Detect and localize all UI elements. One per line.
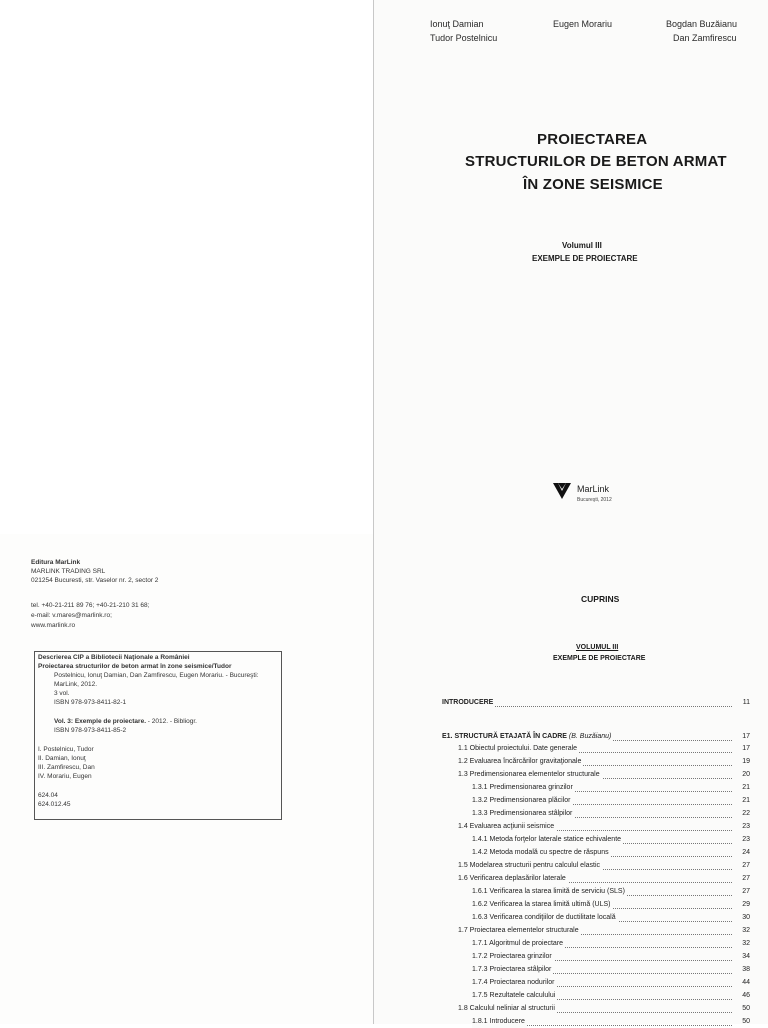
toc-entry: [0, 795, 768, 807]
toc-entry-page: 22: [742, 810, 750, 817]
toc-entry-title: 1.8 Calculul neliniar al structurii: [458, 1005, 555, 1012]
toc-entry: [0, 964, 768, 976]
publisher-email: e-mail: v.mares@marlink.ro;: [31, 612, 112, 619]
cip-line: 3 vol.: [54, 690, 70, 697]
toc-entry: [0, 860, 768, 872]
toc-entry-label: [472, 964, 553, 976]
toc-entry-label: [472, 899, 613, 911]
toc-entry-page: 20: [742, 771, 750, 778]
toc-entry-label: [458, 769, 602, 781]
toc-entry: [0, 821, 768, 833]
toc-entry-label: [442, 731, 613, 743]
toc-entry: [0, 886, 768, 898]
book-title-line-2: STRUCTURILOR DE BETON ARMAT: [465, 153, 727, 170]
author-left-2: Tudor Postelnicu: [430, 33, 498, 43]
toc-entry-label: [458, 925, 581, 937]
toc-entry-page: 46: [742, 992, 750, 999]
toc-entry-title: 1.6.2 Verificarea la starea limită ultimă (ULS): [472, 901, 611, 908]
toc-entry-title: 1.4.2 Metoda modală cu spectre de răspuns: [472, 849, 609, 856]
toc-entry: [0, 990, 768, 1002]
toc-entry: [0, 756, 768, 768]
toc-entry: [0, 743, 768, 755]
cip-author: III. Zamfirescu, Dan: [38, 764, 95, 771]
toc-entry-label: [472, 1016, 527, 1028]
toc-entry-title: 1.4 Evaluarea acţiunii seismice: [458, 823, 555, 830]
toc-entry-title: 1.6.1 Verificarea la starea limită de serviciu (SLS): [472, 888, 625, 895]
toc-entry-page: 17: [742, 745, 750, 752]
toc-entry-label: [472, 990, 557, 1002]
toc-entry-page: 11: [742, 699, 750, 706]
author-right-2: Dan Zamfirescu: [673, 33, 737, 43]
cip-vol3-title: Vol. 3: Exemple de proiectare.: [54, 718, 146, 725]
toc-entry-title: 1.2 Evaluarea încărcărilor gravitaţionale: [458, 758, 582, 765]
toc-entry: [0, 697, 768, 709]
toc-entry-title: 1.7.3 Proiectarea stâlpilor: [472, 966, 552, 973]
toc-entry-page: 32: [742, 927, 750, 934]
toc-entry-title: 1.7.2 Proiectarea grinzilor: [472, 953, 552, 960]
toc-entry-page: 50: [742, 1005, 750, 1012]
toc-entry: [0, 1003, 768, 1015]
toc-entry-author: (B. Buzăianu): [566, 733, 612, 740]
author-right-1: Bogdan Buzăianu: [666, 19, 738, 29]
cip-author: I. Postelnicu, Tudor: [38, 746, 94, 753]
toc-entry-label: [458, 756, 583, 768]
toc-entry-title: 1.8.1 Introducere: [472, 1018, 525, 1025]
toc-entry-title: 1.7.1 Algoritmul de proiectare: [472, 940, 564, 947]
toc-entry-page: 23: [742, 823, 750, 830]
toc-entry: [0, 899, 768, 911]
toc-entry: [0, 977, 768, 989]
marlink-logo-icon: [553, 483, 571, 499]
toc-entry: [0, 834, 768, 846]
toc-entry-label: [472, 782, 575, 794]
toc-entry-label: [472, 977, 557, 989]
toc-entry-label: [472, 886, 627, 898]
publisher-address: 021254 Bucuresti, str. Vaselor nr. 2, sector 2: [31, 577, 159, 584]
toc-entry: [0, 938, 768, 950]
author-center-1: Eugen Morariu: [553, 19, 613, 29]
toc-entry-page: 21: [742, 797, 750, 804]
title-page: [374, 0, 768, 534]
publisher-phone: tel. +40-21-211 89 76; +40-21-210 31 68;: [31, 602, 150, 609]
toc-entry-page: 24: [742, 849, 750, 856]
toc-entry: [0, 951, 768, 963]
toc-volume: VOLUMUL III: [576, 644, 619, 651]
toc-entry: [0, 808, 768, 820]
book-title-line-3: ÎN ZONE SEISMICE: [523, 176, 663, 193]
toc-entry-page: 27: [742, 888, 750, 895]
toc-entry-title: 1.6 Verificarea deplasărilor laterale: [458, 875, 566, 882]
author-left-1: Ionuţ Damian: [430, 19, 484, 29]
toc-entry: [0, 925, 768, 937]
toc-entry-title: 1.7 Proiectarea elementelor structurale: [458, 927, 579, 934]
toc-entry: [0, 873, 768, 885]
toc-entry-page: 34: [742, 953, 750, 960]
toc-subtitle: EXEMPLE DE PROIECTARE: [553, 655, 646, 662]
toc-entry-page: 30: [742, 914, 750, 921]
toc-entry-title: E1. STRUCTURĂ ETAJATĂ ÎN CADRE: [442, 733, 567, 740]
toc-entry: [0, 1016, 768, 1028]
toc-entry-title: INTRODUCERE: [442, 699, 494, 706]
toc-entry-label: [458, 821, 556, 833]
toc-entry-label: [458, 873, 568, 885]
cip-heading: Descrierea CIP a Bibliotecii Naţionale a României: [38, 654, 190, 661]
toc-entry-label: [458, 1003, 557, 1015]
toc-entry-page: 19: [742, 758, 750, 765]
book-title-line-1: PROIECTAREA: [537, 131, 648, 148]
toc-entry-page: 17: [742, 733, 750, 740]
toc-entry: [0, 847, 768, 859]
toc-entry: [0, 912, 768, 924]
toc-entry-title: 1.7.5 Rezultatele calculului: [472, 992, 556, 999]
toc-entry-title: 1.5 Modelarea structurii pentru calculul elastic: [458, 862, 601, 869]
toc-entry-page: 32: [742, 940, 750, 947]
publisher-logo-place: Bucureşti, 2012: [577, 497, 612, 503]
toc-entry-page: 38: [742, 966, 750, 973]
toc-entry: [0, 782, 768, 794]
cip-line: Postelnicu, Ionuţ Damian, Dan Zamfirescu, Eugen Morariu. - Bucureşti:: [54, 672, 259, 679]
volume-subtitle: EXEMPLE DE PROIECTARE: [532, 254, 638, 263]
toc-entry-label: [472, 808, 574, 820]
toc-entry: [0, 731, 768, 743]
cip-vol3-rest: - 2012. - Bibliogr.: [146, 718, 197, 725]
toc-entry-title: 1.4.1 Metoda forţelor laterale statice echivalente: [472, 836, 622, 843]
publisher-name: Editura MarLink: [31, 559, 81, 566]
cip-line: MarLink, 2012.: [54, 681, 97, 688]
toc-entry-label: [472, 938, 565, 950]
toc-entry-label: [472, 912, 618, 924]
toc-entry-title: 1.3.1 Predimensionarea grinzilor: [472, 784, 573, 791]
toc-entry-page: 23: [742, 836, 750, 843]
toc-entry-page: 50: [742, 1018, 750, 1025]
toc-entry-label: [458, 860, 602, 872]
publisher-website: www.marlink.ro: [31, 622, 76, 629]
toc-entry-page: 21: [742, 784, 750, 791]
toc-entry-label: [472, 795, 572, 807]
publisher-company: MARLINK TRADING SRL: [31, 568, 106, 575]
toc-entry-label: [472, 951, 554, 963]
toc-entry-label: [442, 697, 495, 709]
toc-entry-label: [458, 743, 579, 755]
toc-entry-title: 1.7.4 Proiectarea nodurilor: [472, 979, 555, 986]
cip-vol3: [54, 718, 197, 726]
toc-entry-page: 27: [742, 875, 750, 882]
volume-label: Volumul III: [562, 241, 602, 250]
toc-entry-title: 1.6.3 Verificarea condiţiilor de ductilitate locală: [472, 914, 616, 921]
toc-entry-title: 1.3.2 Predimensionarea plăcilor: [472, 797, 571, 804]
publisher-logo-name: MarLink: [577, 484, 610, 494]
toc-entry-page: 27: [742, 862, 750, 869]
toc-heading: CUPRINS: [581, 594, 620, 604]
toc-entry-page: 44: [742, 979, 750, 986]
cip-udc: 624.04: [38, 792, 58, 799]
toc-entry-label: [472, 834, 623, 846]
toc-entry-title: 1.3 Predimensionarea elementelor structurale: [458, 771, 600, 778]
cip-author: II. Damian, Ionuţ: [38, 755, 86, 762]
toc-entry-title: 1.3.3 Predimensionarea stâlpilor: [472, 810, 573, 817]
cip-author: IV. Morariu, Eugen: [38, 773, 92, 780]
cip-udc: 624.012.45: [38, 801, 71, 808]
cip-title-line: Proiectarea structurilor de beton armat în zone seismice/Tudor: [38, 663, 232, 670]
toc-entry-label: [472, 847, 611, 859]
toc-entry: [0, 769, 768, 781]
toc-entry-page: 29: [742, 901, 750, 908]
cip-line: ISBN 978-973-8411-82-1: [54, 699, 127, 706]
toc-entry-title: 1.1 Obiectul proiectului. Date generale: [458, 745, 578, 752]
cip-vol3-isbn: ISBN 978-973-8411-85-2: [54, 727, 127, 734]
